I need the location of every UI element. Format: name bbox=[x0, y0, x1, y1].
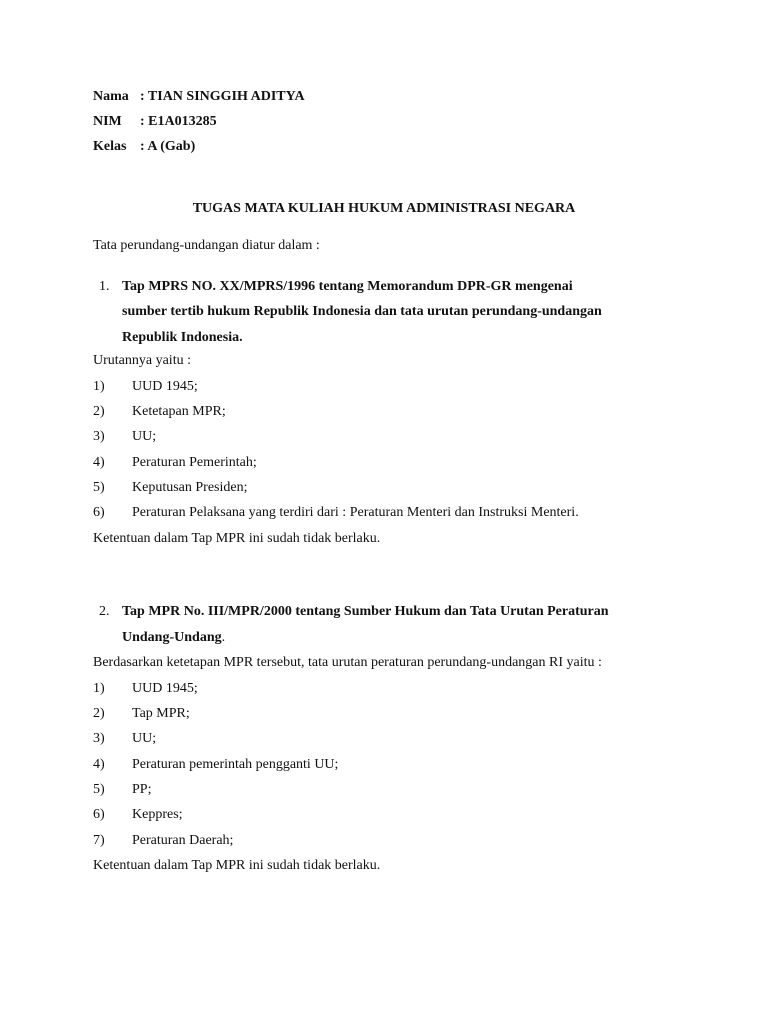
section-2-lead: Berdasarkan ketetapan MPR tersebut, tata urutan peraturan perundang-undangan RI yaitu : bbox=[93, 655, 602, 670]
list-item-number: 2) bbox=[93, 404, 105, 419]
list-item-number: 1) bbox=[93, 379, 105, 394]
section-2-heading-tail: . bbox=[221, 630, 226, 645]
list-item-text: UU; bbox=[132, 731, 157, 746]
list-item-text: Keppres; bbox=[132, 807, 183, 822]
list-item-text: Keputusan Presiden; bbox=[132, 480, 248, 495]
list-item-text: PP; bbox=[132, 782, 152, 797]
list-item-number: 4) bbox=[93, 757, 105, 772]
list-item-text: Tap MPR; bbox=[132, 706, 190, 721]
section-1-heading-line-3: Republik Indonesia. bbox=[122, 330, 243, 345]
list-item-text: UU; bbox=[132, 429, 157, 444]
list-item-text: Peraturan Pelaksana yang terdiri dari : Peraturan Menteri dan Instruksi Menteri. bbox=[132, 505, 579, 520]
section-2-number: 2. bbox=[99, 604, 110, 619]
nama-label: Nama bbox=[93, 89, 129, 104]
kelas-value: : A (Gab) bbox=[140, 139, 196, 154]
list-item-number: 1) bbox=[93, 681, 105, 696]
list-item-text: Peraturan Pemerintah; bbox=[132, 455, 257, 470]
nim-label: NIM bbox=[93, 114, 122, 129]
section-1-heading-line-2: sumber tertib hukum Republik Indonesia dan tata urutan perundang-undangan bbox=[122, 304, 602, 319]
section-2-heading-line-2 bbox=[122, 629, 225, 647]
section-2-closing: Ketentuan dalam Tap MPR ini sudah tidak berlaku. bbox=[93, 858, 381, 873]
nim-value: : E1A013285 bbox=[140, 114, 217, 129]
intro-text: Tata perundang-undangan diatur dalam : bbox=[93, 238, 320, 253]
kelas-label: Kelas bbox=[93, 139, 127, 154]
list-item-number: 3) bbox=[93, 429, 105, 444]
list-item-number: 6) bbox=[93, 807, 105, 822]
list-item-number: 7) bbox=[93, 833, 105, 848]
list-item-number: 5) bbox=[93, 782, 105, 797]
list-item-text: UUD 1945; bbox=[132, 681, 198, 696]
list-item-number: 6) bbox=[93, 505, 105, 520]
list-item-text: Ketetapan MPR; bbox=[132, 404, 226, 419]
section-2-heading-line-1: Tap MPR No. III/MPR/2000 tentang Sumber Hukum dan Tata Urutan Peraturan bbox=[122, 604, 609, 619]
list-item-text: UUD 1945; bbox=[132, 379, 198, 394]
list-item-number: 2) bbox=[93, 706, 105, 721]
list-item-number: 4) bbox=[93, 455, 105, 470]
section-1-number: 1. bbox=[99, 279, 110, 294]
section-1-lead: Urutannya yaitu : bbox=[93, 353, 191, 368]
list-item-text: Peraturan pemerintah pengganti UU; bbox=[132, 757, 339, 772]
list-item-text: Peraturan Daerah; bbox=[132, 833, 234, 848]
section-1-closing: Ketentuan dalam Tap MPR ini sudah tidak berlaku. bbox=[93, 531, 381, 546]
document-title: TUGAS MATA KULIAH HUKUM ADMINISTRASI NEGARA bbox=[192, 201, 576, 216]
nama-value: : TIAN SINGGIH ADITYA bbox=[140, 89, 305, 104]
list-item-number: 3) bbox=[93, 731, 105, 746]
section-1-heading-line-1: Tap MPRS NO. XX/MPRS/1996 tentang Memorandum DPR-GR mengenai bbox=[122, 279, 573, 294]
list-item-number: 5) bbox=[93, 480, 105, 495]
section-2-heading-line-2-text: Undang-Undang bbox=[122, 630, 222, 645]
